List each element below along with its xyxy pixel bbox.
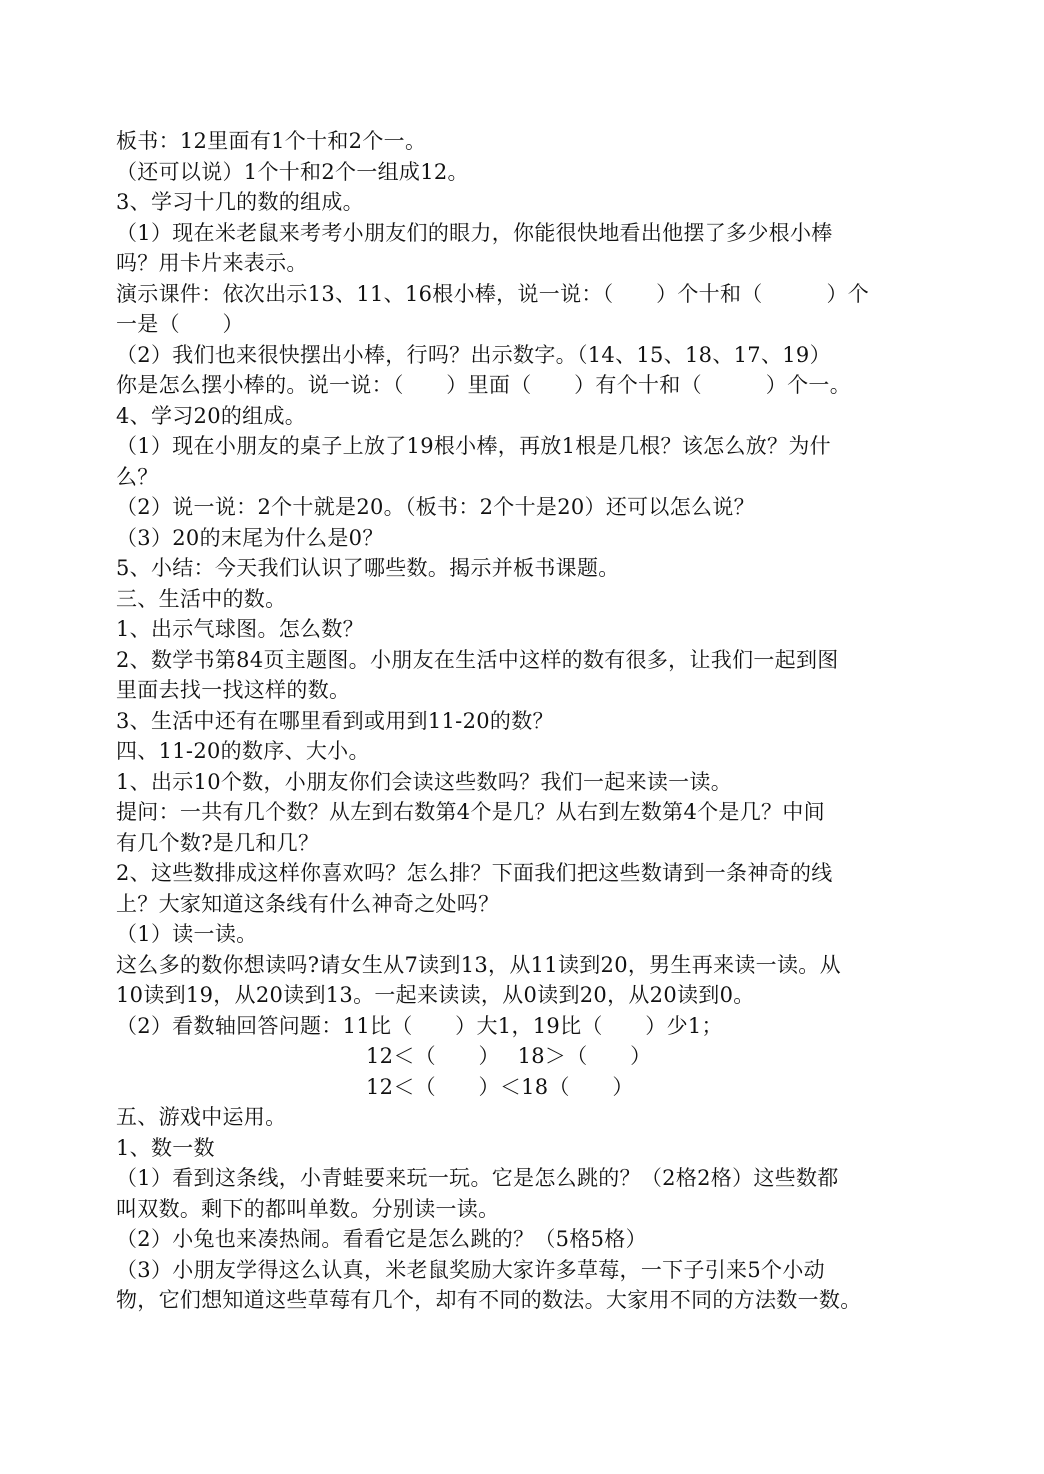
text-line: （1）现在米老鼠来考考小朋友们的眼力，你能很快地看出他摆了多少根小棒 [116, 220, 833, 245]
text-line: 10读到19，从20读到13。一起来读读，从0读到20，从20读到0。 [116, 983, 755, 1007]
section-heading: 5、小结：今天我们认识了哪些数。揭示并板书课题。 [116, 556, 620, 580]
text-line: 提问：一共有几个数？从左到右数第4个是几？从右到左数第4个是几？中间 [116, 800, 825, 824]
exercise-line: 12＜（ ） 18＞（ ） [366, 1044, 652, 1068]
section-heading: 4、学习20的组成。 [116, 403, 307, 428]
text-line: 上？大家知道这条线有什么神奇之处吗？ [116, 891, 500, 916]
text-line: 2、数学书第84页主题图。小朋友在生活中这样的数有很多，让我们一起到图 [116, 647, 839, 672]
part-heading: 三、生活中的数。 [116, 586, 287, 611]
text-line: 物，它们想知道这些草莓有几个，却有不同的数法。大家用不同的方法数一数。 [116, 1288, 862, 1312]
text-line: （还可以说）1个十和2个一组成12。 [116, 159, 469, 184]
text-line: （1）读一读。 [116, 922, 258, 946]
text-line: （2）看数轴回答问题：11比（ ）大1，19比（ ）少1； [116, 1013, 723, 1038]
section-heading: 1、数一数 [116, 1135, 215, 1160]
text-line: 板书：12里面有1个十和2个一。 [116, 129, 427, 153]
text-line: 有几个数?是几和几？ [116, 830, 320, 855]
text-line: 吗？用卡片来表示。 [116, 251, 308, 275]
text-line: 一是（ ） [116, 312, 244, 336]
text-line: 1、出示气球图。怎么数？ [116, 617, 364, 641]
document-body [116, 126, 946, 1316]
text-line: （3）20的末尾为什么是0？ [116, 525, 384, 550]
text-line: 1、出示10个数，小朋友你们会读这些数吗？我们一起来读一读。 [116, 769, 733, 794]
text-line: 你是怎么摆小棒的。说一说：（ ）里面（ ）有个十和（ ）个一。 [116, 373, 851, 397]
text-line: （2）小兔也来凑热闹。看看它是怎么跳的？（5格5格） [116, 1227, 647, 1251]
exercise-line: 12＜（ ）＜18（ ） [366, 1074, 634, 1099]
part-heading: 四、11-20的数序、大小。 [116, 739, 370, 763]
text-line: 么？ [116, 464, 159, 489]
text-line: （1）看到这条线，小青蛙要来玩一玩。它是怎么跳的？（2格2格）这些数都 [116, 1166, 839, 1190]
text-line: 这么多的数你想读吗?请女生从7读到13，从11读到20，男生再来读一读。从 [116, 952, 841, 977]
part-heading: 五、游戏中运用。 [116, 1105, 287, 1129]
text-line: 2、这些数排成这样你喜欢吗？怎么排？下面我们把这些数请到一条神奇的线 [116, 861, 833, 885]
text-line: （2）说一说：2个十就是20。（板书：2个十是20）还可以怎么说？ [116, 495, 755, 519]
text-line: 里面去找一找这样的数。 [116, 678, 351, 702]
text-line: 3、生活中还有在哪里看到或用到11-20的数？ [116, 708, 554, 733]
section-heading: 3、学习十几的数的组成。 [116, 190, 364, 214]
text-line: 叫双数。剩下的都叫单数。分别读一读。 [116, 1196, 500, 1221]
text-line: （3）小朋友学得这么认真，米老鼠奖励大家许多草莓，一下子引来5个小动 [116, 1257, 825, 1282]
text-line: （2）我们也来很快摆出小棒，行吗？出示数字。（14、15、18、17、19） [116, 342, 831, 367]
text-line: （1）现在小朋友的桌子上放了19根小棒，再放1根是几根？该怎么放？为什 [116, 434, 831, 458]
text-line: 演示课件：依次出示13、11、16根小棒，说一说：（ ）个十和（ ）个 [116, 281, 870, 306]
